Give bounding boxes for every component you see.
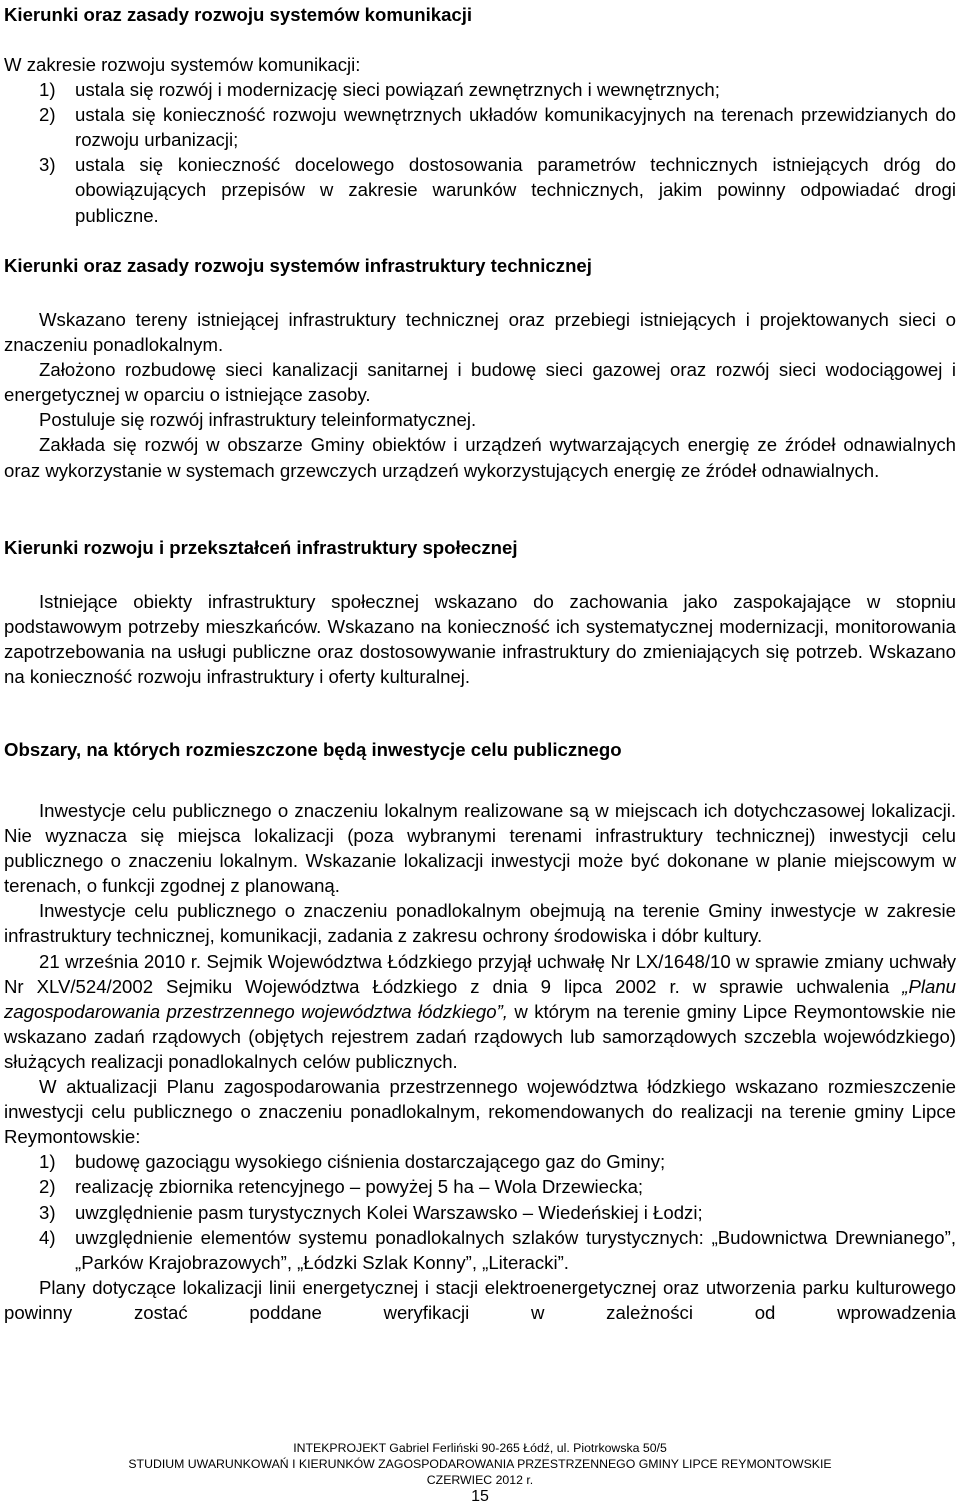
paragraph: Istniejące obiekty infrastruktury społecznej wskazano do zachowania jako zaspokajające w stopniu podstawowym potrzeby mieszkańców. Wskazano na konieczność ich systematycznej modernizacji, monitorowania zapotrzebowania na usługi publiczne oraz dostosowywanie infrastruktury do zmieniających się potrzeb. Wskazano na konieczność rozwoju infrastruktury i oferty kulturalnej. <box>4 591 956 688</box>
list-item: 3) ustala się konieczność docelowego dostosowania parametrów technicznych istniejących dróg do obowiązujących przepisów w zakresie warunków technicznych, jakim powinny odpowiadać drogi publiczne. <box>39 154 956 226</box>
page-number: 15 <box>471 1488 489 1505</box>
section-heading: Obszary, na których rozmieszczone będą inwestycje celu publicznego <box>4 739 622 760</box>
section-technical-infrastructure <box>4 253 956 483</box>
page-footer <box>0 1440 960 1506</box>
paragraph: Inwestycje celu publicznego o znaczeniu ponadlokalnym obejmują na terenie Gminy inwestycje w zakresie infrastruktury technicznej, komunikacji, zadania z zakresu ochrony środowiska i dóbr kultury. <box>4 900 956 947</box>
paragraph: W aktualizacji Planu zagospodarowania przestrzennego województwa łódzkiego wskazano rozmieszczenie inwestycji celu publicznego o znaczeniu ponadlokalnym, rekomendowanych do realizacji na terenie gminy Lipce Reymontowskie: <box>4 1076 956 1148</box>
list-item: 3) uwzględnienie pasm turystycznych Kolei Warszawsko – Wiedeńskiej i Łodzi; <box>39 1201 703 1223</box>
list-item: 4) uwzględnienie elementów systemu ponadlokalnych szlaków turystycznych: „Budownictwa Drewnianego”, „Parków Krajobrazowych”, „Łódzki Szlak Konny”, „Literacki”. <box>39 1226 956 1273</box>
list-item: 2) ustala się konieczność rozwoju wewnętrznych układów komunikacyjnych na terenach przewidzianych do rozwoju urbanizacji; <box>39 104 956 151</box>
footer-document-title: STUDIUM UWARUNKOWAŃ I KIERUNKÓW ZAGOSPODAROWANIA PRZESTRZENNEGO GMINY LIPCE REYMONTOWSKIE <box>128 1457 832 1471</box>
footer-company: INTEKPROJEKT Gabriel Ferliński 90-265 Łódź, ul. Piotrkowska 50/5 <box>293 1441 667 1455</box>
numbered-list <box>4 1149 956 1274</box>
list-item: 1) ustala się rozwój i modernizację sieci powiązań zewnętrznych i wewnętrznych; <box>39 79 720 101</box>
section-public-investments <box>4 737 956 1325</box>
paragraph: Plany dotyczące lokalizacji linii energetycznej i stacji elektroenergetycznej oraz utworzenia parku kulturowego powinny zostać poddane weryfikacji w zależności od wprowadzenia <box>4 1276 956 1323</box>
section-heading: Kierunki rozwoju i przekształceń infrastruktury społecznej <box>4 537 518 558</box>
footer-date: CZERWIEC 2012 r. <box>426 1473 534 1487</box>
section-communication <box>4 2 956 228</box>
paragraph: Wskazano tereny istniejącej infrastruktury technicznej oraz przebiegi istniejących i projektowanych sieci o znaczeniu ponadlokalnym. <box>4 309 956 356</box>
section-heading: Kierunki oraz zasady rozwoju systemów infrastruktury technicznej <box>4 255 592 276</box>
list-item: 2) realizację zbiornika retencyjnego – powyżej 5 ha – Wola Drzewiecka; <box>39 1176 644 1198</box>
paragraph: Postuluje się rozwój infrastruktury teleinformatycznej. <box>39 409 477 431</box>
paragraph: Zakłada się rozwój w obszarze Gminy obiektów i urządzeń wytwarzających energię ze źródeł odnawialnych oraz wykorzystanie w systemach grzewczych urządzeń wykorzystujących energię ze źródeł odnawialnych. <box>4 434 956 481</box>
section-social-infrastructure <box>4 535 956 689</box>
paragraph: Inwestycje celu publicznego o znaczeniu lokalnym realizowane są w miejscach ich dotychczasowej lokalizacji. Nie wyznacza się miejsca lokalizacji (poza wybranymi terenami infrastruktury technicznej) inwestycji celu publicznego o znaczeniu lokalnym. Wskazanie lokalizacji inwestycji może być dokonane w planie miejscowym w terenach, o funkcji zgodnej z planowaną. <box>4 800 956 897</box>
paragraph: W zakresie rozwoju systemów komunikacji: <box>4 54 361 75</box>
numbered-list <box>4 77 956 228</box>
paragraph: Założono rozbudowę sieci kanalizacji sanitarnej i budowę sieci gazowej oraz rozwój sieci wodociągowej i energetycznej w oparciu o istniejące zasoby. <box>4 359 956 406</box>
section-heading: Kierunki oraz zasady rozwoju systemów komunikacji <box>4 4 473 25</box>
list-item: 1) budowę gazociągu wysokiego ciśnienia dostarczającego gaz do Gminy; <box>39 1151 666 1173</box>
paragraph: 21 września 2010 r. Sejmik Województwa Łódzkiego przyjął uchwałę Nr LX/1648/10 w sprawie zmiany uchwały Nr XLV/524/2002 Sejmiku Województwa Łódzkiego z dnia 9 lipca 2002 r. w sprawie uchwalenia „Planu zagospodarowania przestrzennego województwa łódzkiego”, w którym na terenie gminy Lipce Reymontowskie nie wskazano zadań rządowych (objętych rejestrem zadań rządowych lub samorządowych szczebla wojewódzkiego) służących realizacji ponadlokalnych celów publicznych. <box>4 950 957 1072</box>
